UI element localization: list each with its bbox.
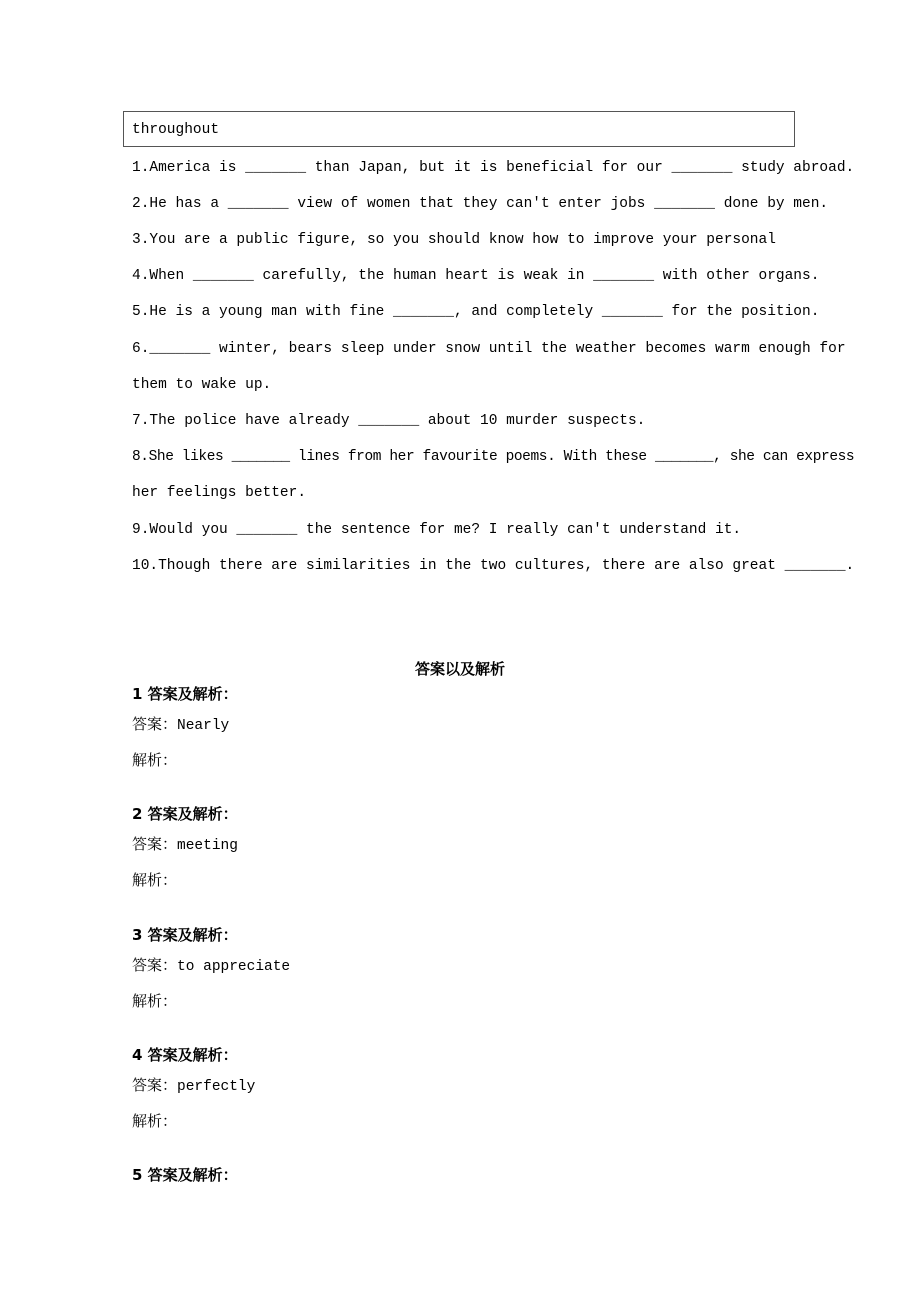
question-line: 7.The police have already _______ about 10 murder suspects. (132, 413, 646, 429)
answers-title: 答案以及解析 (414, 660, 505, 678)
answer-label: 答案： (132, 1076, 178, 1094)
answer-line (132, 713, 229, 734)
question-line: 9.Would you _______ the sentence for me? I really can't understand it. (132, 522, 742, 538)
answer-value: perfectly (177, 1079, 256, 1095)
answer-label: 答案： (132, 835, 178, 853)
answer-value: Nearly (177, 718, 230, 734)
answer-heading: 3 答案及解析： (132, 926, 238, 944)
question-line: 2.He has a _______ view of women that they can't enter jobs _______ done by men. (132, 196, 829, 212)
answer-heading: 4 答案及解析： (132, 1046, 238, 1064)
question-line: 4.When _______ carefully, the human heart is weak in _______ with other organs. (132, 268, 820, 284)
answer-value: to appreciate (177, 959, 291, 975)
question-line: 3.You are a public figure, so you should know how to improve your personal (132, 232, 776, 248)
answer-heading: 2 答案及解析： (132, 805, 238, 823)
answer-line (132, 833, 238, 854)
answer-heading: 1 答案及解析： (132, 685, 238, 703)
answer-label: 答案： (132, 956, 178, 974)
question-line: 5.He is a young man with fine _______, and completely _______ for the position. (132, 304, 820, 320)
answer-line (132, 954, 290, 975)
question-line: them to wake up. (132, 377, 272, 393)
question-line: her feelings better. (132, 485, 307, 501)
analysis-label: 解析： (132, 751, 178, 769)
question-line: 1.America is _______ than Japan, but it is beneficial for our _______ study abroad. (132, 160, 855, 176)
question-line: 10.Though there are similarities in the two cultures, there are also great _______. (132, 558, 855, 574)
word-box-text: throughout (132, 122, 220, 138)
analysis-label: 解析： (132, 871, 178, 889)
analysis-label: 解析： (132, 992, 178, 1010)
answer-heading: 5 答案及解析： (132, 1166, 238, 1184)
analysis-label: 解析： (132, 1112, 178, 1130)
question-line: 8.She likes _______ lines from her favourite poems. With these _______, she can express (132, 449, 855, 465)
answer-value: meeting (177, 838, 238, 854)
answer-label: 答案： (132, 715, 178, 733)
word-box (123, 111, 795, 147)
question-line: 6._______ winter, bears sleep under snow until the weather becomes warm enough for (132, 341, 846, 357)
answer-line (132, 1074, 255, 1095)
